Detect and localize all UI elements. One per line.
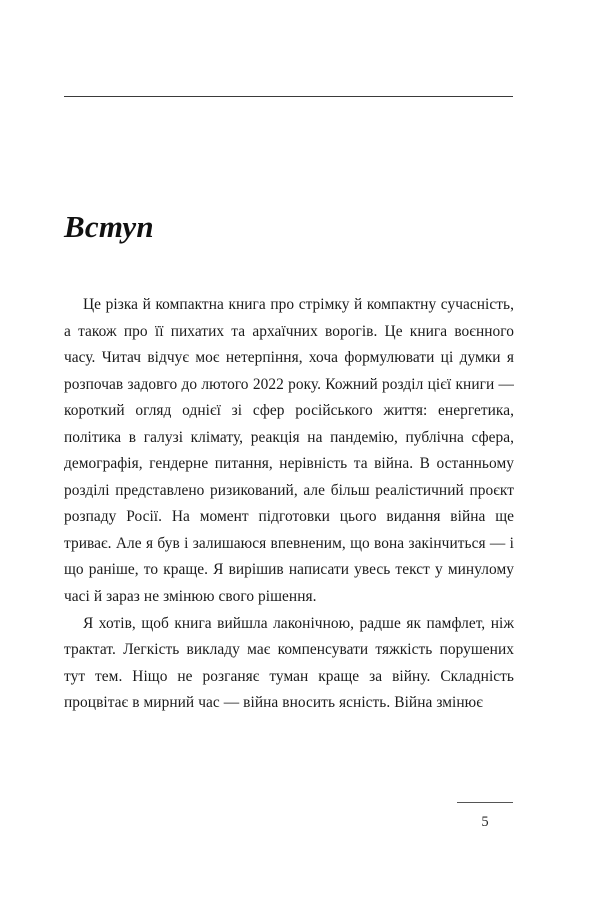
paragraph-2: Я хотів, щоб книга вийшла лаконічною, радше як памфлет, ніж трактат. Легкість викладу має компенсувати тяжкість порушених тут тем. Ніщо не розганяє туман краще за війну. Складність процвітає в мирний час — війна вносить ясність. Війна змінює <box>64 614 514 712</box>
page-number: 5 <box>481 814 489 830</box>
chapter-title: Вступ <box>64 209 154 244</box>
footer-rule <box>457 802 513 803</box>
header-rule <box>64 96 513 97</box>
paragraph-1: Це різка й компактна книга про стрімку й компактну сучасність, а також про її пихатих та архаїчних ворогів. Це книга воєнного часу. Читач відчує моє нетерпіння, хоча формулювати ці думки я розпочав задовго до лютого 2022 року. Кожний розділ цієї книги — короткий огляд однієї зі сфер російського життя: енергетика, політика в галузі клімату, реакція на пандемію, публічна сфера, демографія, гендерне питання, нерівність та війна. В останньому розділі представлено ризикований, але більш реалістичний проєкт розпаду Росії. На момент підготовки цього видання війна ще триває. Але я був і залишаюся впевненим, що вона закінчиться — і що раніше, то краще. Я вирішив написати увесь текст у минулому часі й зараз не змінюю свого рішення. <box>64 296 514 606</box>
body-text-column <box>64 292 514 717</box>
